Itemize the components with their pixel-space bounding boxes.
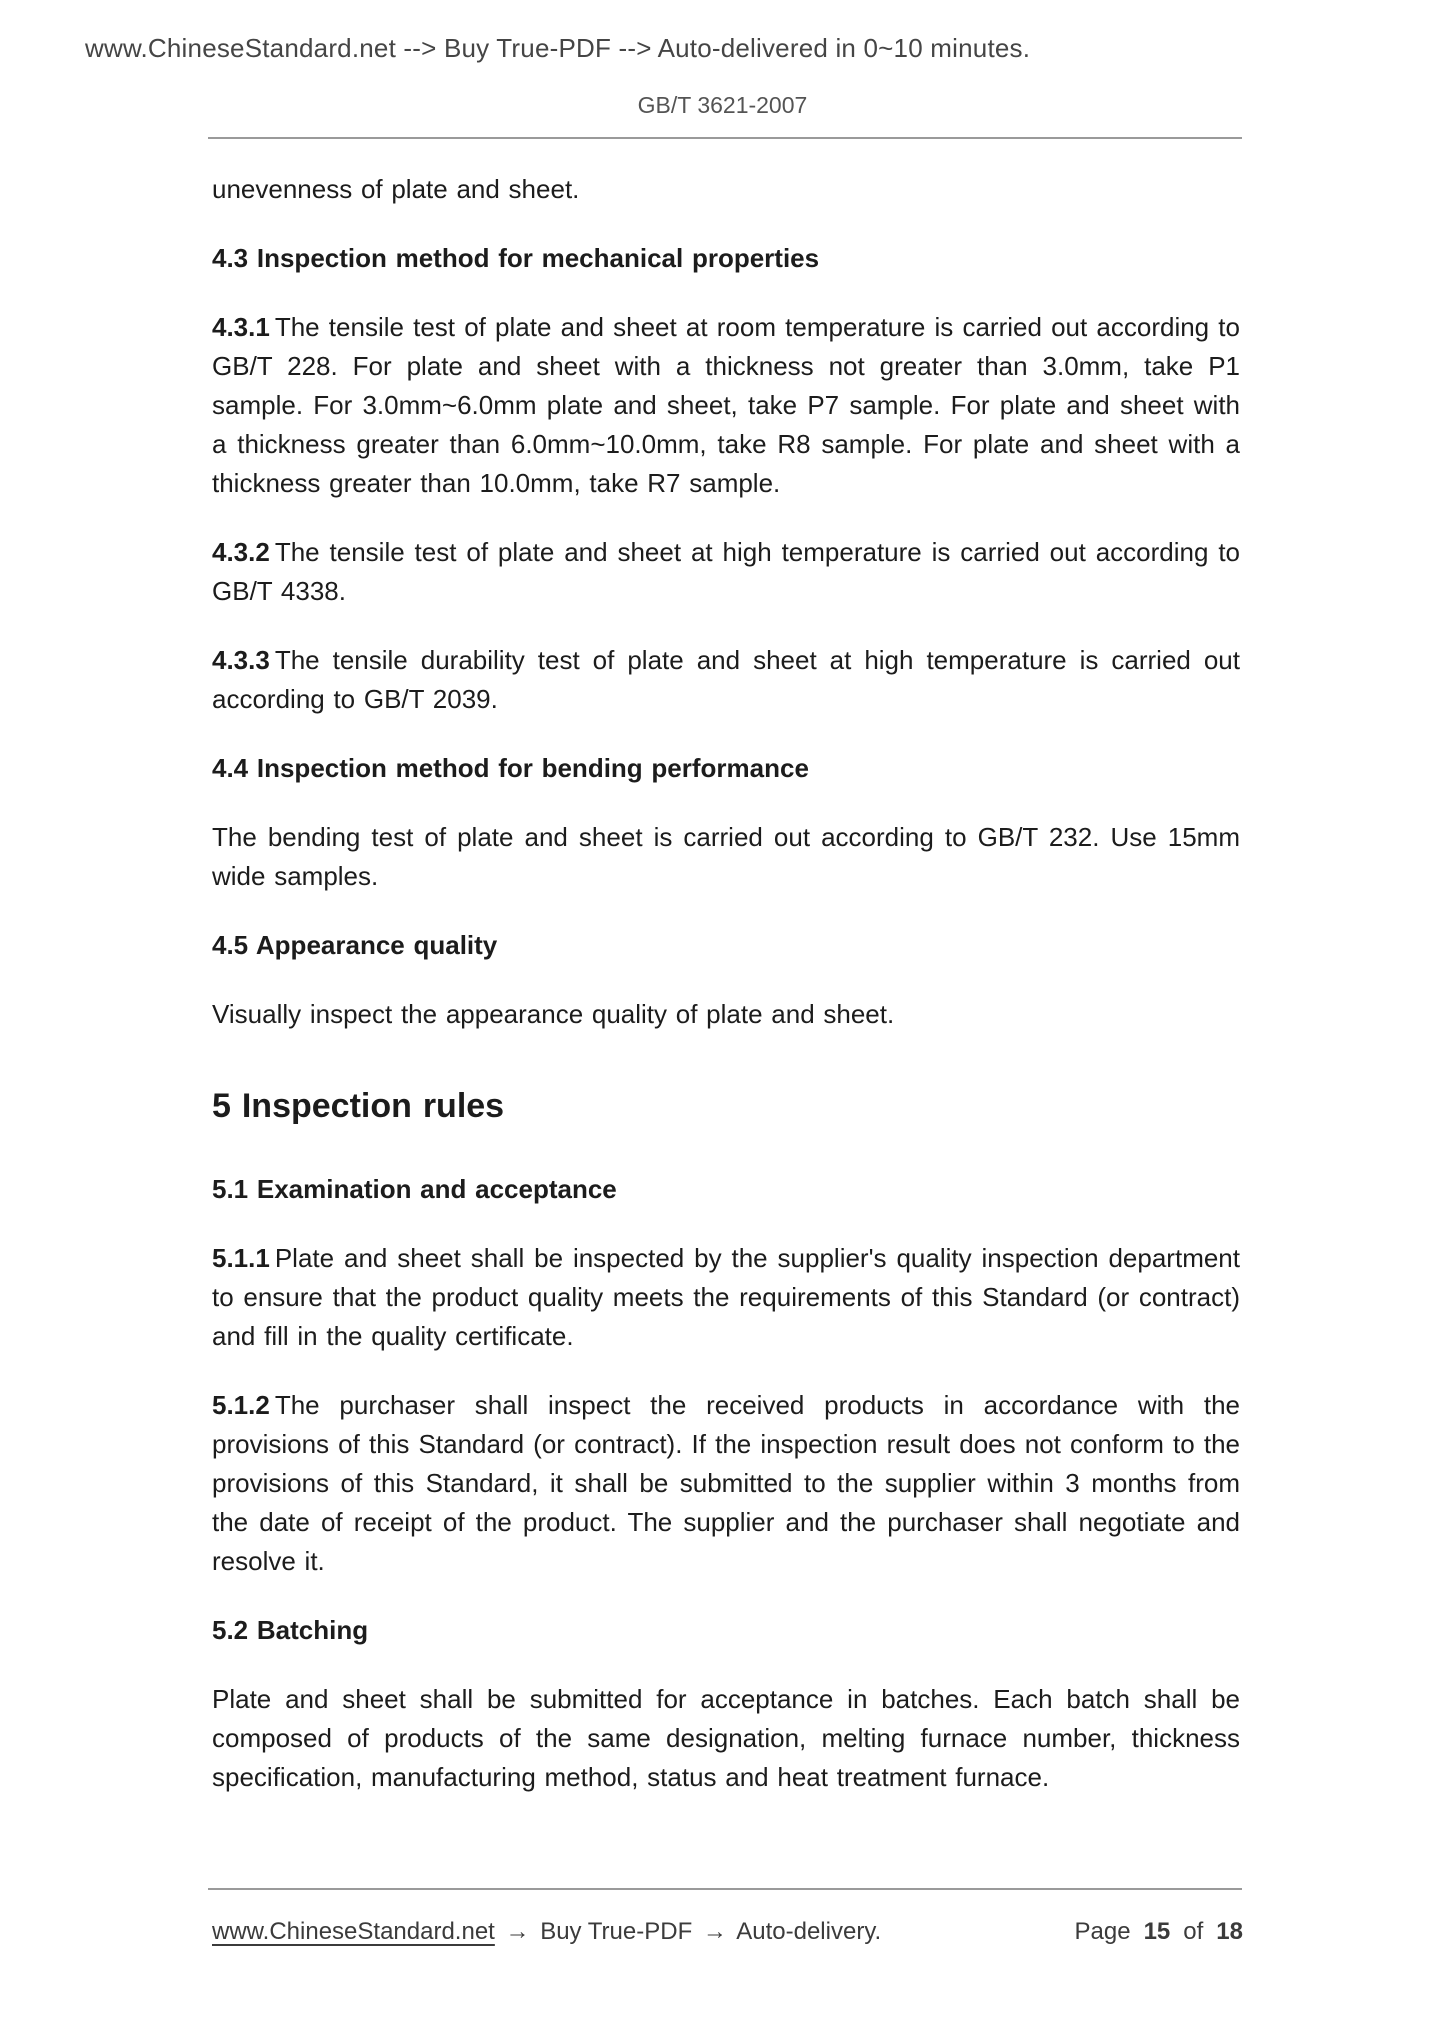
clause-number: 4.3.3 [212,645,270,675]
page-footer [212,1912,1243,1951]
right-arrow-icon: → [702,1918,727,1945]
para-4-3-2 [212,533,1240,611]
para-5-1-2 [212,1386,1240,1581]
clause-text: Plate and sheet shall be inspected by the supplier's quality inspection department to ensure that the product quality meets the requirements of this Standard (or contract) and fill in the quality certificate. [212,1243,1240,1351]
para-4-4: The bending test of plate and sheet is carried out according to GB/T 232. Use 15mm wide samples. [212,822,1240,891]
doc-number-title: GB/T 3621-2007 [637,92,808,118]
footer-site-link[interactable]: www.ChineseStandard.net [212,1918,495,1945]
clause-number: 5.1.2 [212,1390,270,1420]
clause-text: The tensile test of plate and sheet at room temperature is carried out according to GB/T 228. For plate and sheet with a thickness not greater than 3.0mm, take P1 sample. For 3.0mm~6.0mm plate and sheet, take P7 sample. For plate and sheet with a thickness greater than 6.0mm~10.0mm, take R8 sample. For plate and sheet with a thickness greater than 10.0mm, take R7 sample. [212,312,1240,498]
clause-number: 4.3.1 [212,312,270,342]
heading-4-5: 4.5 Appearance quality [212,930,498,960]
para-4-5: Visually inspect the appearance quality of plate and sheet. [212,999,895,1029]
clause-number: 5.1.1 [212,1243,270,1273]
page-total: 18 [1216,1918,1243,1945]
heading-4-4: 4.4 Inspection method for bending performance [212,753,809,783]
page-label: Page [1074,1918,1131,1945]
heading-5-1: 5.1 Examination and acceptance [212,1174,617,1204]
clause-text: The tensile durability test of plate and sheet at high temperature is carried out according to GB/T 2039. [212,645,1240,714]
page-current: 15 [1143,1918,1171,1945]
heading-5-2: 5.2 Batching [212,1615,369,1645]
footer-promo [212,1912,881,1951]
para-4-3-1 [212,308,1240,503]
para-5-2: Plate and sheet shall be submitted for acceptance in batches. Each batch shall be composed of products of the same designation, melting furnace number, thickness specification, manufacturing method, status and heat treatment furnace. [212,1684,1240,1792]
page-indicator [1075,1912,1243,1951]
para-5-1-1 [212,1239,1240,1356]
document-body [212,170,1240,1827]
chapter-heading-5: 5 Inspection rules [212,1087,505,1125]
clause-text: The purchaser shall inspect the received products in accordance with the provisions of this Standard (or contract). If the inspection result does not conform to the provisions of this Standard, it shall be submitted to the supplier within 3 months from the date of receipt of the product. The supplier and the purchaser shall negotiate and resolve it. [212,1390,1240,1576]
page-of-label: of [1183,1918,1204,1945]
header-banner: www.ChineseStandard.net --> Buy True-PDF --> Auto-delivered in 0~10 minutes. [85,33,1031,63]
continued-paragraph: unevenness of plate and sheet. [212,174,580,204]
heading-4-3: 4.3 Inspection method for mechanical properties [212,243,820,273]
footer-buy-text: Buy True-PDF [540,1918,693,1945]
para-4-3-3 [212,641,1240,719]
clause-text: The tensile test of plate and sheet at high temperature is carried out according to GB/T 4338. [212,537,1240,606]
clause-number: 4.3.2 [212,537,270,567]
header-divider [208,137,1242,139]
right-arrow-icon: → [505,1918,530,1945]
footer-delivery-text: Auto-delivery. [736,1918,882,1945]
footer-divider [208,1888,1242,1890]
